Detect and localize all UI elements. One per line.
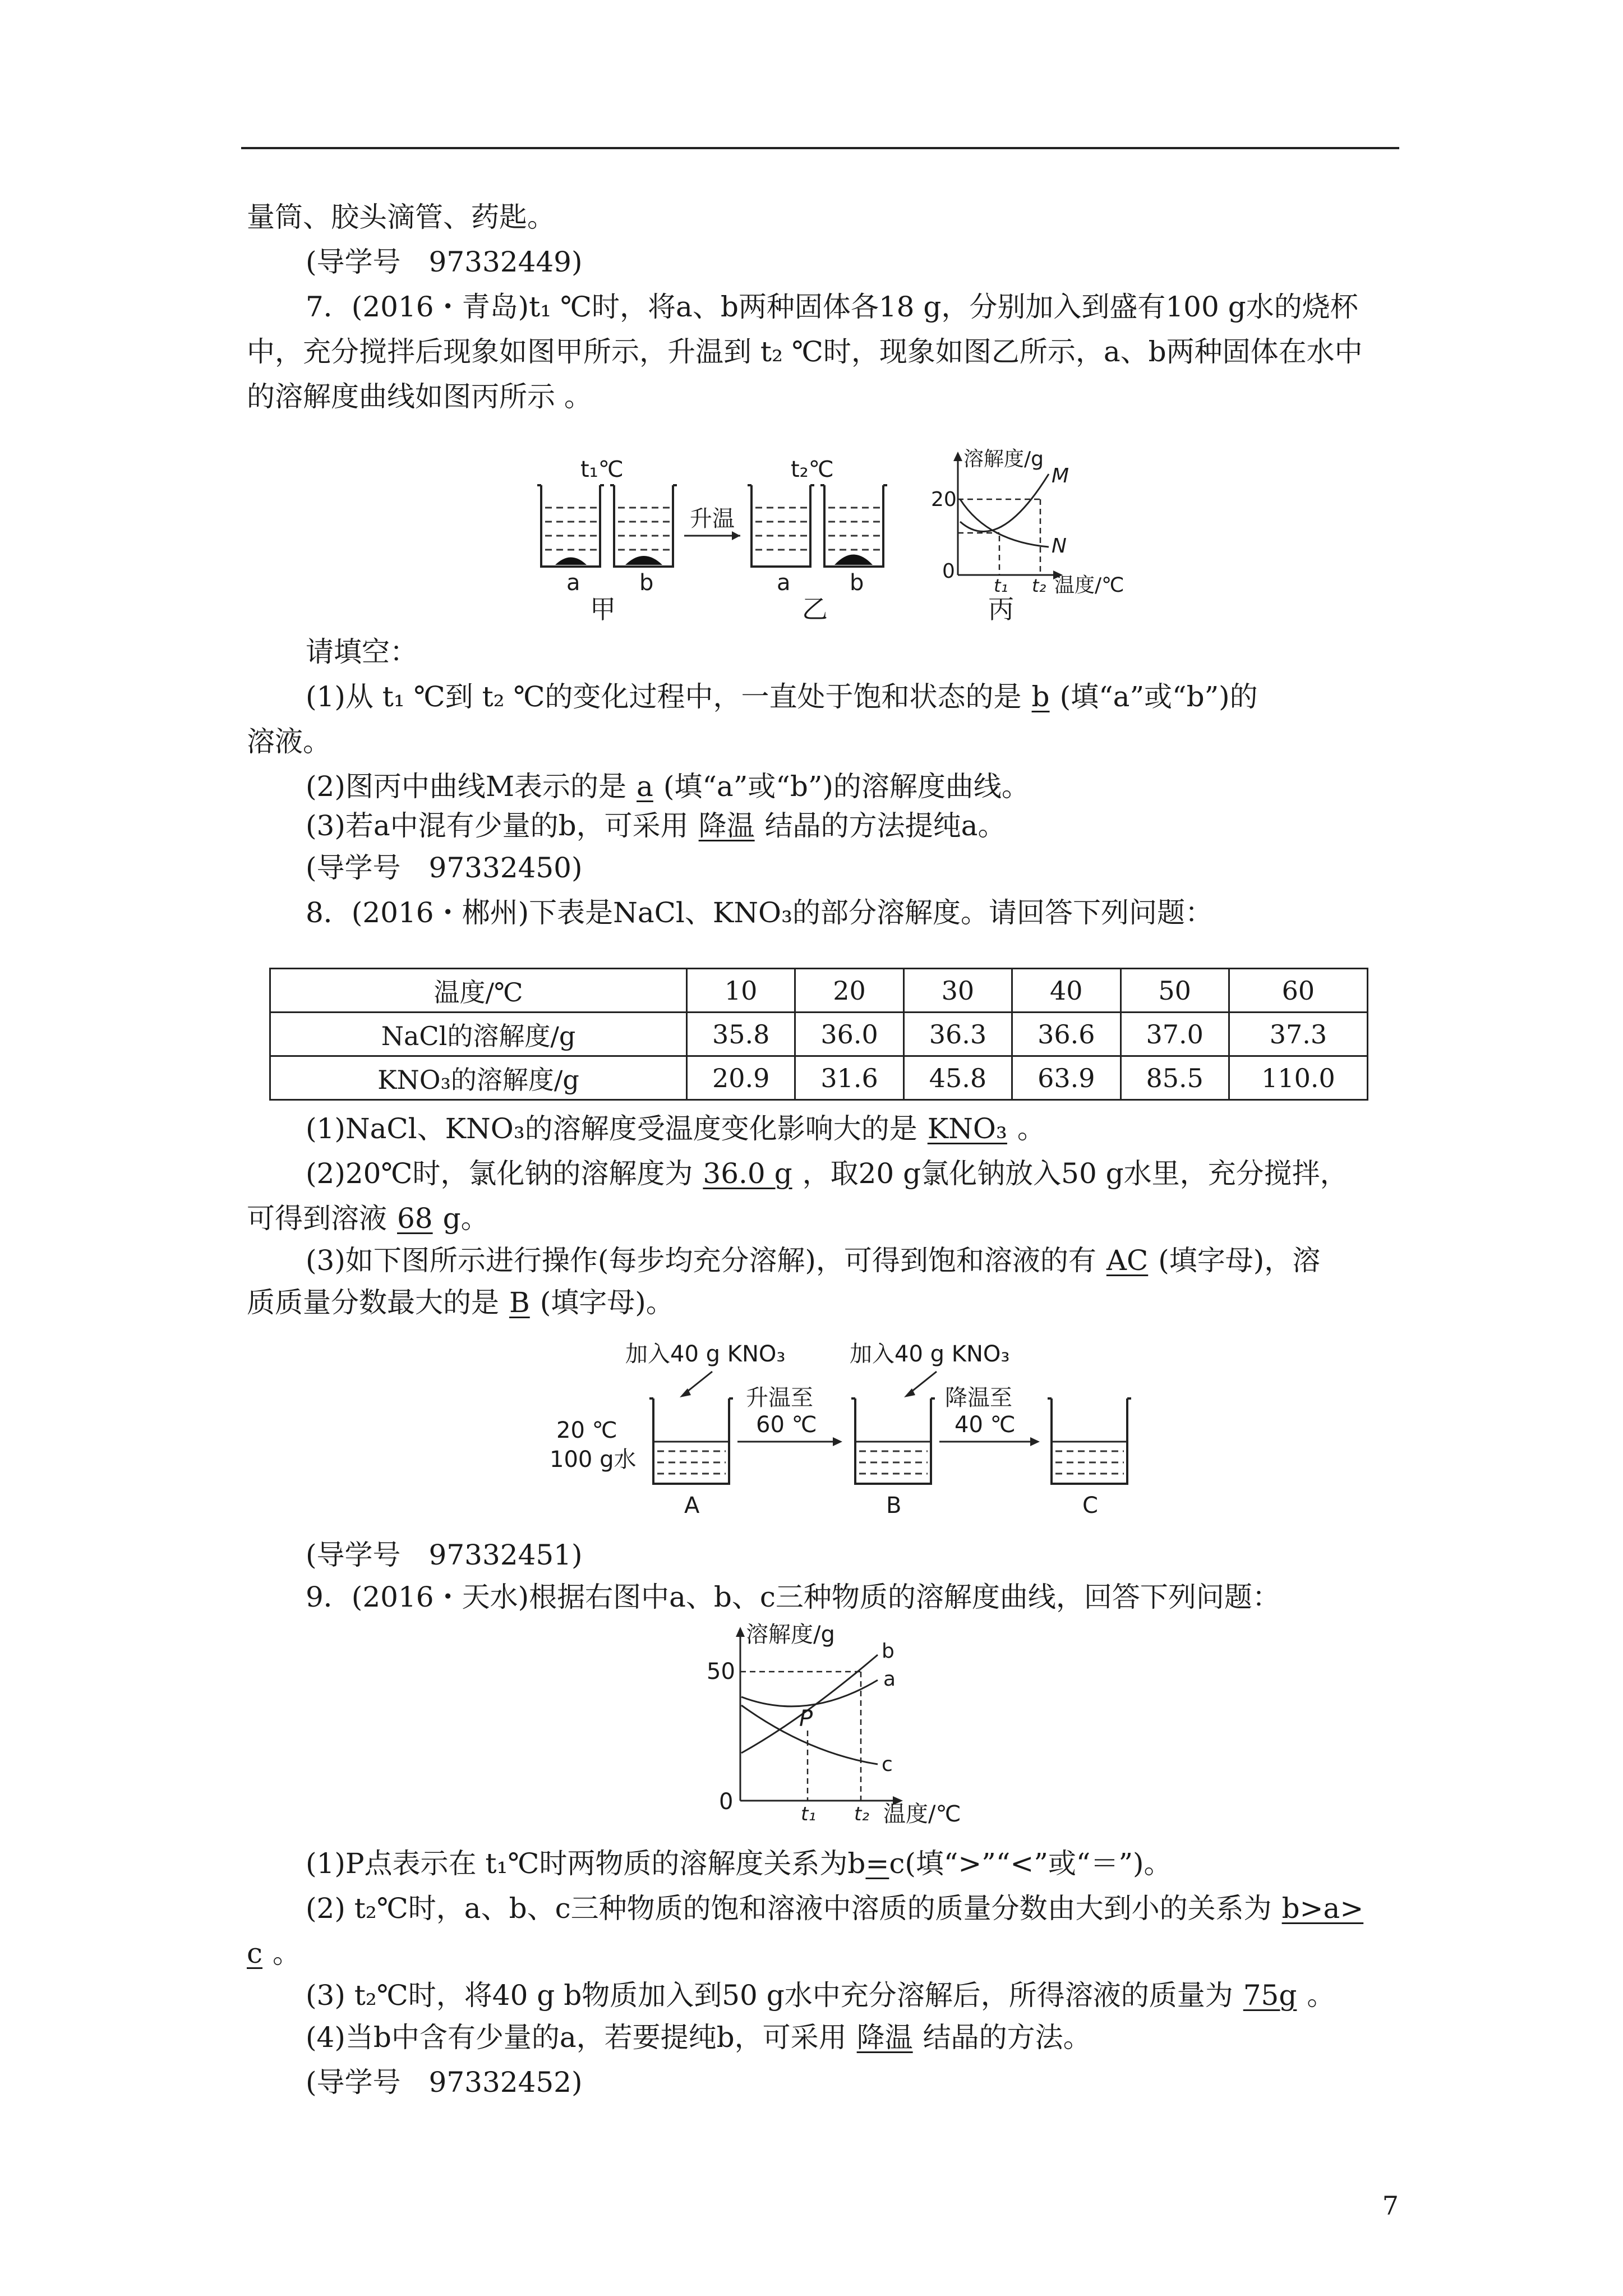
q8-cond2: 100 g水 <box>550 1447 637 1473</box>
q8-s2-answer: 36.0 g <box>703 1157 792 1190</box>
q7-s1: (1)从 t₁ ℃到 t₂ ℃的变化过程中，一直处于饱和状态的是 b (填“a”或“b”)的 <box>306 680 1258 713</box>
ref-number: (导学号 97332450) <box>306 852 583 884</box>
q8-step1b: 60 ℃ <box>756 1412 817 1438</box>
solubility-table <box>269 968 1368 1101</box>
q9-label-c: c <box>882 1753 893 1776</box>
table-row: NaCl的溶解度/g 35.8 36.0 36.3 36.6 37.0 37.3 <box>270 1013 1368 1056</box>
q8-s3-cont-answer: B <box>509 1286 530 1319</box>
q7-line1: 7．(2016・青岛)t₁ ℃时，将a、b两种固体各18 g，分别加入到盛有100 g水的烧杯 <box>306 291 1358 323</box>
q9-zero: 0 <box>719 1789 734 1815</box>
q8-step2b: 40 ℃ <box>955 1412 1016 1438</box>
q8-label-B: B <box>886 1493 902 1519</box>
q7-tick-t1: t₁ <box>994 575 1008 596</box>
q7-label-b1: b <box>639 570 654 596</box>
beaker-jia-b <box>610 485 677 567</box>
q8-s3-cont: 质质量分数最大的是 B (填字母)。 <box>247 1286 674 1319</box>
q7-label-M: M <box>1052 464 1069 487</box>
q8-s2-cont-answer: 68 <box>397 1202 433 1235</box>
q7-s2: (2)图丙中曲线M表示的是 a (填“a”或“b”)的溶解度曲线。 <box>306 770 1030 803</box>
q7-line3: 的溶解度曲线如图丙所示 。 <box>247 380 592 413</box>
q7-line2: 中，充分搅拌后现象如图甲所示，升温到 t₂ ℃时，现象如图乙所示，a、b两种固体在水中 <box>247 335 1363 368</box>
beaker-yi-b <box>820 485 887 567</box>
q7-label-a1: a <box>566 570 580 596</box>
q8-label-C: C <box>1082 1493 1098 1519</box>
q8-step1a: 升温至 <box>746 1385 813 1411</box>
q9-s2-cont-answer: c <box>247 1937 263 1970</box>
q7-ylabel: 溶解度/g <box>963 448 1044 471</box>
q7-label-t1: t₁℃ <box>580 457 624 482</box>
beaker-C <box>1048 1398 1131 1484</box>
q7-s1-answer: b <box>1031 680 1050 713</box>
curve-N <box>960 499 1049 547</box>
q9-tick-t1: t₁ <box>801 1803 816 1825</box>
page-number: 7 <box>1382 2191 1399 2221</box>
q8-add1: 加入40 g KNO₃ <box>625 1341 786 1367</box>
q7-label-N: N <box>1052 535 1067 558</box>
q7-y20: 20 <box>931 488 957 511</box>
beaker-B <box>851 1398 935 1484</box>
q7-s3-answer: 降温 <box>698 809 755 842</box>
q8-line1: 8．(2016・郴州)下表是NaCl、KNO₃的部分溶解度。请回答下列问题： <box>306 896 1214 929</box>
table-row: 温度/℃ 10 20 30 40 50 60 <box>270 969 1368 1013</box>
q9-s2-answer: b>a> <box>1281 1892 1364 1925</box>
ref-number: (导学号 97332449) <box>306 246 583 278</box>
q9-s3: (3) t₂℃时，将40 g b物质加入到50 g水中充分溶解后，所得溶液的质量为 75g 。 <box>306 1979 1335 2012</box>
q7-s3: (3)若a中混有少量的b，可采用 降温 结晶的方法提纯a。 <box>306 809 1006 842</box>
q9-s4-answer: 降温 <box>856 2021 913 2054</box>
ref-number: (导学号 97332452) <box>306 2066 583 2099</box>
q9-s3-answer: 75g <box>1243 1979 1297 2012</box>
q9-s1-answer: = <box>865 1847 889 1880</box>
q8-s2: (2)20℃时，氯化钠的溶解度为 36.0 g ，取20 g氯化钠放入50 g水里，充分搅拌， <box>306 1157 1348 1190</box>
q7-fill-prompt: 请填空： <box>306 636 418 668</box>
q9-tick-t2: t₂ <box>854 1803 869 1825</box>
q8-s1-answer: KNO₃ <box>927 1112 1007 1145</box>
q8-s1: (1)NaCl、KNO₃的溶解度受温度变化影响大的是 KNO₃ 。 <box>306 1112 1045 1145</box>
q9-label-P: P <box>799 1706 813 1732</box>
q8-cond1: 20 ℃ <box>556 1418 617 1443</box>
q7-label-b2: b <box>850 570 864 596</box>
q8-s2-cont: 可得到溶液 68 g。 <box>247 1202 489 1235</box>
q9-label-b: b <box>882 1640 895 1663</box>
q8-step2a: 降温至 <box>945 1385 1012 1411</box>
q8-figure <box>550 1332 1144 1534</box>
q7-s2-answer: a <box>637 770 653 803</box>
q7-label-t2: t₂℃ <box>791 457 834 482</box>
q8-s3-answer: AC <box>1106 1244 1149 1277</box>
q9-s2: (2) t₂℃时，a、b、c三种物质的饱和溶液中溶质的质量分数由大到小的关系为 b>a> <box>306 1890 1373 1926</box>
q7-label-heat: 升温 <box>690 506 735 532</box>
q7-s1-cont: 溶液。 <box>247 725 331 758</box>
q7-label-a2: a <box>777 570 791 596</box>
q7-tick-t2: t₂ <box>1032 575 1046 596</box>
q7-solubility-chart <box>931 448 1124 624</box>
q9-ylabel: 溶解度/g <box>746 1622 835 1648</box>
q9-label-a: a <box>883 1668 896 1691</box>
curve-M <box>960 474 1049 532</box>
table-row: KNO₃的溶解度/g 20.9 31.6 45.8 63.9 85.5 110.0 <box>270 1056 1368 1100</box>
q9-line1: 9．(2016・天水)根据右图中a、b、c三种物质的溶解度曲线，回答下列问题： <box>306 1581 1280 1613</box>
continuation-line: 量筒、胶头滴管、药匙。 <box>247 201 555 233</box>
beaker-yi-a <box>748 485 814 567</box>
ref-number: (导学号 97332451) <box>306 1539 583 1571</box>
beaker-A <box>649 1398 733 1484</box>
curve-a <box>741 1680 878 1706</box>
header-rule <box>241 147 1399 149</box>
q7-figure <box>527 443 1161 628</box>
q7-zero: 0 <box>942 560 955 583</box>
q9-s4: (4)当b中含有少量的a，若要提纯b，可采用 降温 结晶的方法。 <box>306 2021 1091 2054</box>
q7-label-yi: 乙 <box>802 594 828 624</box>
q7-xlabel: 温度/℃ <box>1054 574 1124 597</box>
beaker-jia-a <box>537 485 604 567</box>
q7-label-jia: 甲 <box>590 594 616 624</box>
q9-s2-cont: c 。 <box>247 1937 301 1970</box>
q8-label-A: A <box>684 1493 700 1519</box>
q9-xlabel: 温度/℃ <box>883 1801 961 1827</box>
q8-add2: 加入40 g KNO₃ <box>850 1341 1010 1367</box>
q8-s3: (3)如下图所示进行操作(每步均充分溶解)，可得到饱和溶液的有 AC (填字母)，溶 <box>306 1244 1321 1277</box>
q7-label-bing: 丙 <box>988 594 1014 624</box>
q9-y50: 50 <box>707 1659 735 1685</box>
q9-s1: (1)P点表示在 t₁℃时两物质的溶解度关系为b=c(填“>”“<”或“＝”)。 <box>306 1847 1172 1880</box>
q9-figure <box>695 1618 998 1832</box>
